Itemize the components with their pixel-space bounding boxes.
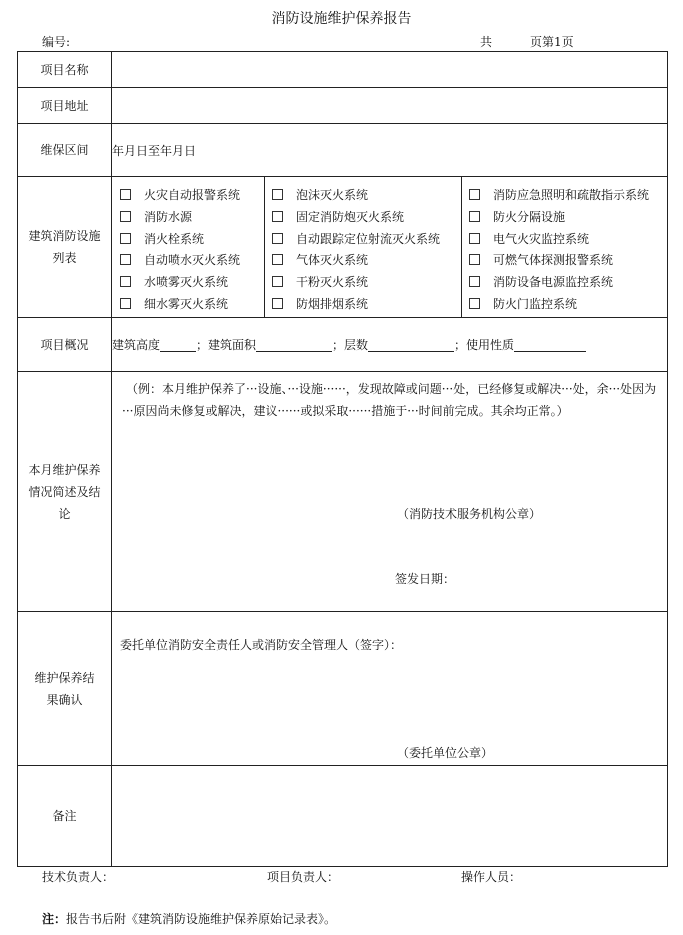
project-address-field[interactable]	[112, 88, 668, 124]
summary-text[interactable]: （例：本月维护保养了···设施、···设施······，发现故障或问题···处，已经修复或解决···处，余···处因为···原因尚未修复或解决，建议······或拟采取······措施于···时间前完成。其余均正常。）	[122, 382, 657, 418]
project-address-label: 项目地址	[18, 88, 112, 124]
checkbox-icon[interactable]	[120, 298, 131, 309]
system-item-label: 自动跟踪定位射流灭火系统	[296, 231, 441, 246]
system-item-label: 防烟排烟系统	[296, 296, 369, 311]
tech-lead-label: 技术负责人：	[42, 870, 115, 884]
usage-label: ；使用性质	[454, 338, 515, 352]
system-item[interactable]	[264, 294, 440, 316]
building-area-label: ；建筑面积	[196, 338, 257, 352]
row-remarks	[18, 766, 668, 867]
project-lead-label: 项目负责人：	[267, 870, 340, 884]
client-seal: （委托单位公章）	[397, 746, 494, 760]
system-item[interactable]	[120, 229, 240, 251]
checkbox-icon[interactable]	[272, 276, 283, 287]
usage-field[interactable]	[514, 339, 586, 352]
building-height-label: 建筑高度	[112, 338, 161, 352]
system-item-label: 固定消防炮灭火系统	[296, 209, 405, 224]
row-confirmation	[18, 612, 668, 766]
system-item-label: 气体灭火系统	[296, 253, 369, 268]
system-item-label: 自动喷水灭火系统	[144, 253, 241, 268]
system-item[interactable]	[264, 229, 440, 251]
system-item[interactable]	[120, 207, 240, 229]
overview-fields	[112, 318, 668, 372]
system-item-label: 防火分隔设施	[493, 209, 566, 224]
row-overview	[18, 318, 668, 372]
row-maintenance-period	[18, 124, 668, 177]
system-item-label: 消防水源	[144, 209, 193, 224]
system-item-label: 水喷雾灭火系统	[144, 275, 229, 290]
system-item[interactable]	[461, 272, 649, 294]
system-item[interactable]	[264, 272, 440, 294]
summary-label: 本月维护保养情况简述及结论	[18, 372, 112, 612]
client-signature-label: 委托单位消防安全责任人或消防安全管理人（签字）：	[120, 638, 403, 652]
remarks-label: 备注	[18, 766, 112, 867]
service-org-seal: （消防技术服务机构公章）	[397, 507, 542, 521]
report-form-table	[17, 51, 668, 867]
checkbox-icon[interactable]	[120, 233, 131, 244]
system-item-label: 电气火灾监控系统	[493, 231, 590, 246]
systems-column-1	[120, 185, 240, 317]
project-name-field[interactable]	[112, 52, 668, 88]
checkbox-icon[interactable]	[120, 211, 131, 222]
system-item[interactable]	[461, 185, 649, 207]
system-item[interactable]	[461, 250, 649, 272]
operator-label: 操作人员：	[461, 870, 522, 884]
checkbox-icon[interactable]	[469, 254, 480, 265]
checkbox-icon[interactable]	[469, 211, 480, 222]
checkbox-icon[interactable]	[469, 233, 480, 244]
remarks-field[interactable]	[112, 766, 668, 867]
maintenance-period-label: 维保区间	[18, 124, 112, 177]
checkbox-icon[interactable]	[272, 189, 283, 200]
building-area-field[interactable]	[256, 339, 332, 352]
system-item-label: 可燃气体探测报警系统	[493, 253, 614, 268]
system-item[interactable]	[120, 272, 240, 294]
systems-column-3	[461, 185, 649, 317]
project-name-label: 项目名称	[18, 52, 112, 88]
report-number-label: 编号:	[42, 35, 71, 49]
page-total-label: 共	[480, 35, 493, 49]
system-item-label: 细水雾灭火系统	[144, 296, 229, 311]
building-height-field[interactable]	[160, 339, 196, 352]
systems-checklist	[112, 177, 667, 317]
system-item[interactable]	[461, 294, 649, 316]
system-item-label: 消防应急照明和疏散指示系统	[493, 188, 650, 202]
system-item-label: 消火栓系统	[144, 231, 205, 246]
checkbox-icon[interactable]	[469, 298, 480, 309]
checkbox-icon[interactable]	[272, 298, 283, 309]
floors-label: ；层数	[332, 338, 369, 352]
system-item-label: 消防设备电源监控系统	[493, 275, 614, 290]
report-title: 消防设施维护保养报告	[271, 11, 412, 27]
checkbox-icon[interactable]	[469, 276, 480, 287]
system-item[interactable]	[264, 250, 440, 272]
footnote-text: 报告书后附《建筑消防设施维护保养原始记录表》。	[66, 912, 337, 926]
system-item-label: 干粉灭火系统	[296, 275, 369, 290]
system-item[interactable]	[264, 185, 440, 207]
checkbox-icon[interactable]	[120, 254, 131, 265]
systems-label: 建筑消防设施列表	[18, 177, 112, 318]
floors-field[interactable]	[368, 339, 454, 352]
row-summary	[18, 372, 668, 612]
row-systems	[18, 177, 668, 318]
systems-column-2	[264, 185, 440, 317]
confirmation-label: 维护保养结果确认	[18, 612, 112, 766]
system-item-label: 火灾自动报警系统	[144, 188, 241, 202]
system-item[interactable]	[461, 207, 649, 229]
system-item[interactable]	[120, 294, 240, 316]
row-project-address	[18, 88, 668, 124]
system-item[interactable]	[264, 207, 440, 229]
page-current-label: 页第1页	[530, 35, 574, 49]
maintenance-period-value[interactable]: 年月日至年月日	[112, 124, 668, 177]
system-item[interactable]	[461, 229, 649, 251]
system-item[interactable]	[120, 250, 240, 272]
system-item-label: 泡沫灭火系统	[296, 188, 369, 202]
system-item-label: 防火门监控系统	[493, 296, 578, 311]
issue-date-label: 签发日期：	[395, 572, 456, 586]
footnote-prefix: 注：	[42, 912, 67, 926]
checkbox-icon[interactable]	[120, 189, 131, 200]
row-project-name	[18, 52, 668, 88]
checkbox-icon[interactable]	[272, 254, 283, 265]
checkbox-icon[interactable]	[272, 211, 283, 222]
system-item[interactable]	[120, 185, 240, 207]
checkbox-icon[interactable]	[272, 233, 283, 244]
checkbox-icon[interactable]	[120, 276, 131, 287]
overview-label: 项目概况	[18, 318, 112, 372]
footnote	[42, 910, 336, 927]
checkbox-icon[interactable]	[469, 189, 480, 200]
